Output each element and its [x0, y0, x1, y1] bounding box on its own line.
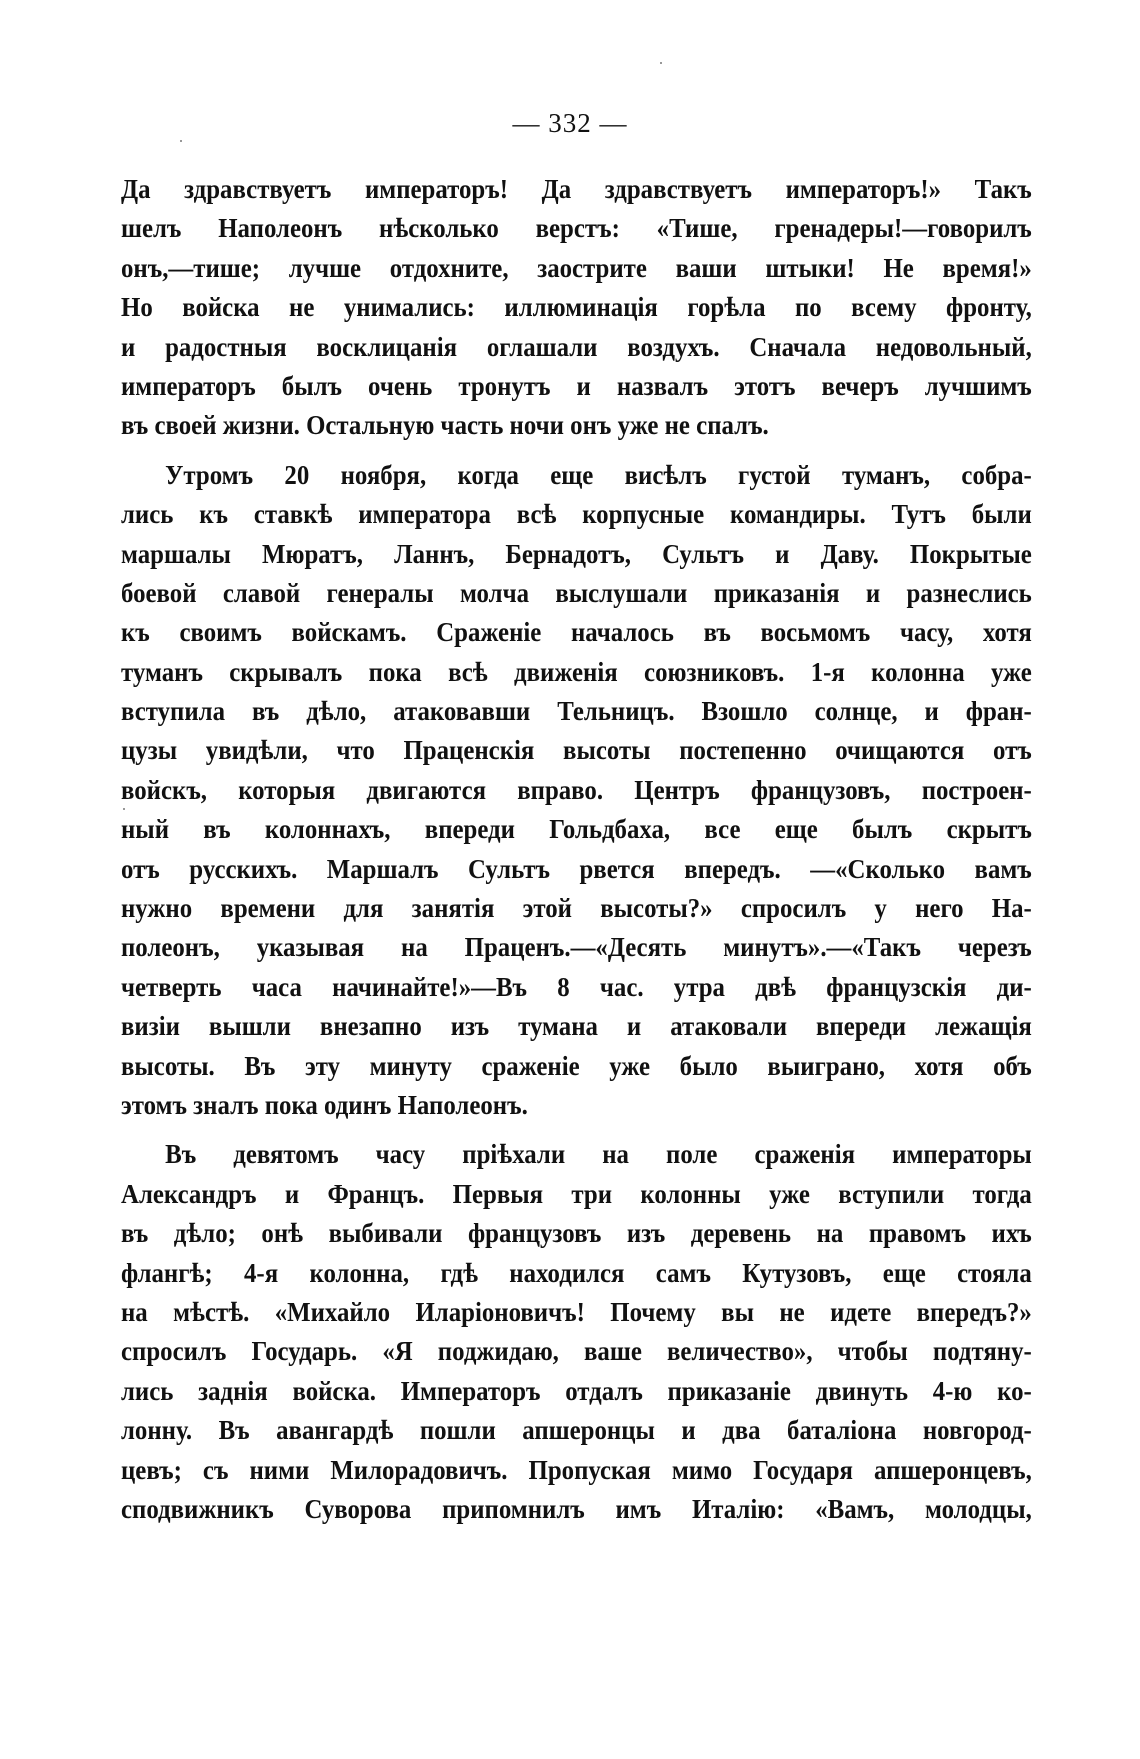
- text-line: лонну. Въ авангардѣ пошли апшеронцы и два баталіона новгород-: [121, 1415, 1032, 1446]
- text-line: Да здравствуетъ императоръ! Да здравствуетъ императоръ!» Такъ: [121, 174, 1032, 204]
- text-line: отъ русскихъ. Маршалъ Сультъ рвется впередъ. —«Сколько вамъ: [121, 853, 1032, 884]
- paragraph: [121, 1135, 1033, 1529]
- text-line: на мѣстѣ. «Михайло Иларіоновичъ! Почему вы не идете впередъ?»: [121, 1296, 1032, 1327]
- text-line: сподвижникъ Суворова припомнилъ имъ Италію: «Вамъ, молодцы,: [121, 1493, 1032, 1524]
- text-line: въ дѣло; онѣ выбивали французовъ изъ деревень на правомъ ихъ: [121, 1218, 1032, 1249]
- text-line: онъ,—тише; лучше отдохните, заострите ваши штыки! Не время!»: [121, 252, 1032, 283]
- text-line: цевъ; съ ними Милорадовичъ. Пропуская мимо Государя апшеронцевъ,: [121, 1454, 1032, 1485]
- text-line: четверть часа начинайте!»—Въ 8 час. утра двѣ французскія ди-: [121, 971, 1032, 1002]
- print-speck: [660, 62, 662, 64]
- text-line: шелъ Наполеонъ нѣсколько верстъ: «Тише, гренадеры!—говорилъ: [121, 213, 1032, 244]
- text-line: полеонъ, указывая на Праценъ.—«Десять минутъ».—«Такъ черезъ: [121, 932, 1032, 963]
- text-line: Александръ и Францъ. Первыя три колонны уже вступили тогда: [121, 1178, 1032, 1209]
- print-speck: [180, 140, 182, 142]
- text-line: лись заднія войска. Императоръ отдалъ приказаніе двинуть 4-ю ко-: [121, 1375, 1032, 1406]
- text-line: Въ девятомъ часу пріѣхали на поле сраженія императоры: [165, 1139, 1032, 1170]
- text-line: цузы увидѣли, что Праценскія высоты постепенно очищаются отъ: [121, 735, 1032, 766]
- page-number: — 332 —: [512, 108, 628, 138]
- text-line: Но войска не унимались: иллюминація горѣла по всему фронту,: [121, 292, 1032, 323]
- text-line: нужно времени для занятія этой высоты?» спросилъ у него На-: [121, 893, 1032, 924]
- text-line: боевой славой генералы молча выслушали приказанія и разнеслись: [121, 577, 1032, 608]
- text-line: войскъ, которыя двигаются вправо. Центръ французовъ, построен-: [121, 774, 1032, 805]
- text-line: туманъ скрывалъ пока всѣ движенія союзниковъ. 1-я колонна уже: [121, 656, 1032, 687]
- paragraph: [121, 170, 1033, 446]
- text-line: Утромъ 20 ноября, когда еще висѣлъ густой туманъ, собра-: [165, 459, 1032, 490]
- text-line: въ своей жизни. Остальную часть ночи онъ уже не спалъ.: [121, 410, 769, 441]
- text-line: лись къ ставкѣ императора всѣ корпусные командиры. Тутъ были: [121, 499, 1032, 530]
- text-line: вступила въ дѣло, атаковавши Тельницъ. Взошло солнце, и фран-: [121, 696, 1032, 727]
- text-line: ный въ колоннахъ, впереди Гольдбаха, все еще былъ скрытъ: [121, 814, 1032, 845]
- text-line: къ своимъ войскамъ. Сраженіе началось въ восьмомъ часу, хотя: [121, 617, 1032, 648]
- text-line: и радостныя восклицанія оглашали воздухъ. Сначала недовольный,: [121, 331, 1032, 362]
- text-line: этомъ зналъ пока одинъ Наполеонъ.: [121, 1089, 528, 1120]
- body-text: [121, 170, 1033, 1529]
- text-line: высоты. Въ эту минуту сраженіе уже было выиграно, хотя объ: [121, 1050, 1032, 1081]
- text-line: флангѣ; 4-я колонна, гдѣ находился самъ Кутузовъ, еще стояла: [121, 1257, 1032, 1288]
- text-line: визіи вышли внезапно изъ тумана и атаковали впереди лежащія: [121, 1011, 1032, 1042]
- text-line: маршалы Мюратъ, Ланнъ, Бернадотъ, Сультъ и Даву. Покрытые: [121, 538, 1032, 569]
- paragraph: [121, 456, 1033, 1126]
- text-line: спросилъ Государь. «Я поджидаю, ваше величество», чтобы подтяну-: [121, 1336, 1032, 1367]
- text-line: императоръ былъ очень тронутъ и назвалъ этотъ вечеръ лучшимъ: [121, 370, 1032, 401]
